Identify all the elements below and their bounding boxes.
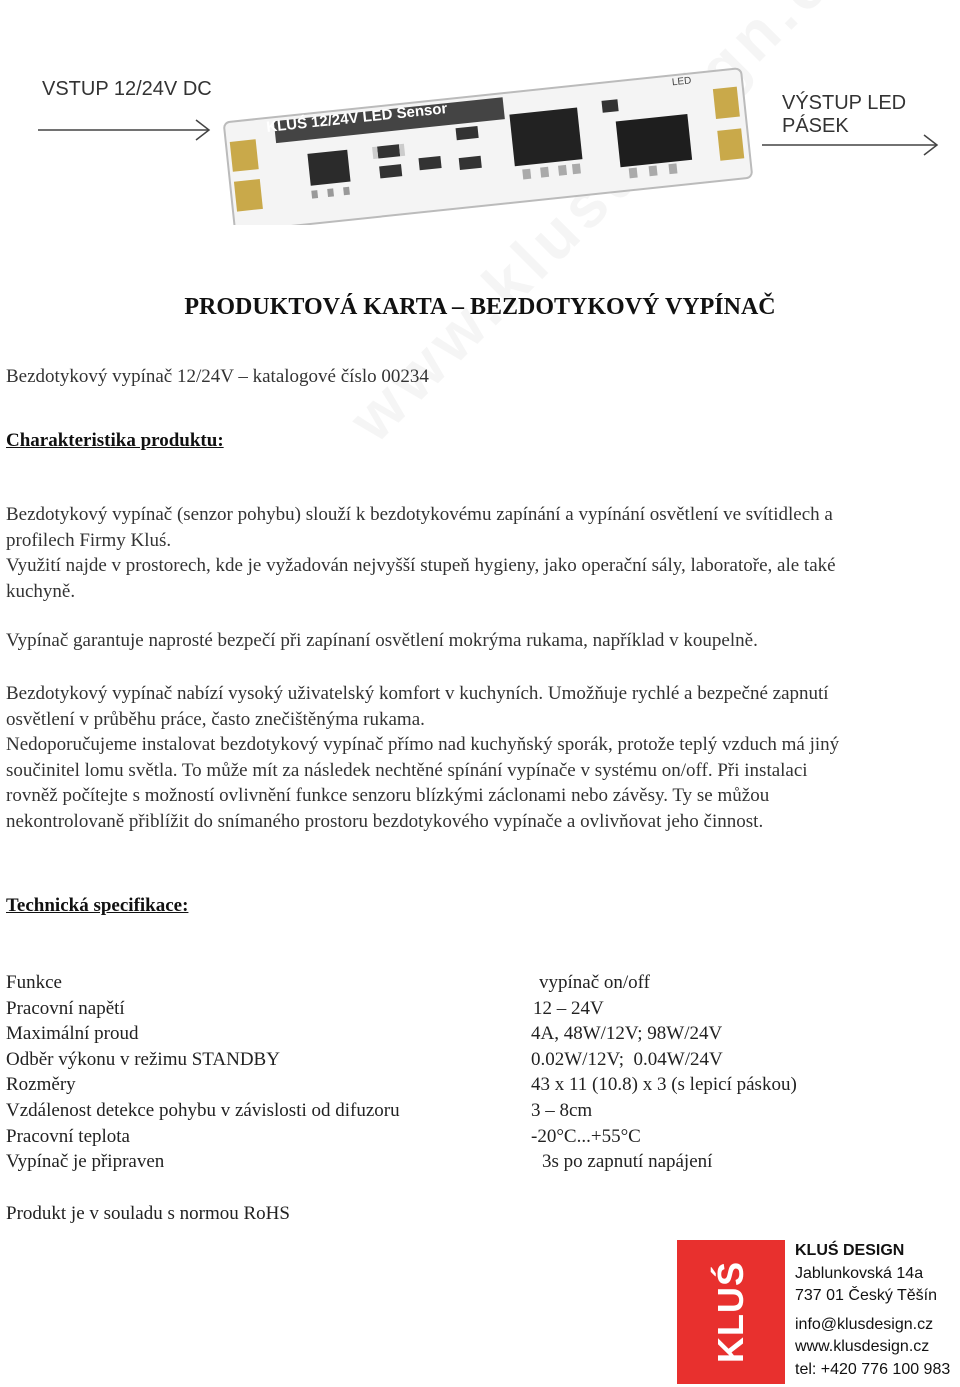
board-led-label: LED [671, 75, 692, 89]
input-arrow [38, 118, 214, 142]
company-web[interactable]: www.klusdesign.cz [795, 1338, 930, 1355]
company-contact [795, 1240, 950, 1381]
paragraph: Využití najde v prostorech, kde je vyžadován nejvyšší stupeň hygieny, jako operační sály, laboratoře, ale také kuchyně. [6, 555, 836, 602]
paragraph: Nedoporučujeme instalovat bezdotykový vypínač přímo nad kuchyňský sporák, protože teplý vzduch má jiný součinitel lomu světla. To může mít za následek nechtěné spínání vypínače v systému on/off. Při instalaci rovněž počítejte s možností ovlivnění funkce senzoru blízkými záclonami nebo závěsy. Ty se můžou nekontrolovaně přiblížit do snímaného prostoru bezdotykového vypínače a ovlivňovat jeho činnost. [6, 734, 840, 832]
page-title: PRODUKTOVÁ KARTA – BEZDOTYKOVÝ VYPÍNAČ [184, 294, 776, 320]
spec-label: Vzdálenost detekce pohybu v závislosti od difuzoru [6, 1100, 400, 1121]
spec-row [6, 1100, 946, 1126]
spec-row [6, 1049, 946, 1075]
rohs-note: Produkt je v souladu s normou RoHS [6, 1203, 290, 1224]
spec-row [6, 1074, 946, 1100]
input-label: VSTUP 12/24V DC [42, 78, 212, 100]
output-arrow [762, 133, 942, 157]
output-label: VÝSTUP LED PÁSEK [782, 92, 907, 137]
spec-value: 12 – 24V [533, 998, 604, 1019]
spec-row [6, 998, 946, 1024]
spec-value: 3s po zapnutí napájení [542, 1151, 713, 1172]
product-subtitle: Bezdotykový vypínač 12/24V – katalogové číslo 00234 [6, 366, 429, 387]
paragraph: Vypínač garantuje naprosté bezpečí při zapínaní osvětlení mokrýma rukama, například v koupelně. [6, 630, 758, 651]
company-street: Jablunkovská 14a [795, 1264, 924, 1282]
spec-value: -20°C...+55°C [531, 1126, 641, 1147]
spec-label: Rozměry [6, 1074, 76, 1095]
specs-heading: Technická specifikace: [6, 895, 189, 916]
paragraph: Bezdotykový vypínač nabízí vysoký uživatelský komfort v kuchyních. Umožňuje rychlé a bezpečné zapnutí osvětlení v průběhu práce, často znečištěnýma rukama. [6, 683, 829, 730]
characteristics-heading: Charakteristika produktu: [6, 430, 224, 451]
spec-label: Odběr výkonu v režimu STANDBY [6, 1049, 280, 1070]
spec-value: 0.02W/12V; 0.04W/24V [531, 1049, 723, 1070]
company-logo [677, 1240, 785, 1384]
paragraph: Bezdotykový vypínač (senzor pohybu) slouží k bezdotykovému zapínání a vypínání osvětlení ve svítidlech a profilech Firmy Kluś. [6, 504, 833, 551]
company-city: 737 01 Český Těšín [795, 1287, 938, 1304]
spec-label: Vypínač je připraven [6, 1151, 165, 1172]
spec-value: 3 – 8cm [531, 1100, 593, 1121]
spec-value: 43 x 11 (10.8) x 3 (s lepicí páskou) [531, 1074, 797, 1095]
company-phone: tel: +420 776 100 983 [795, 1360, 951, 1378]
spec-label: Maximální proud [6, 1023, 139, 1044]
company-email[interactable]: info@klusdesign.cz [795, 1315, 934, 1333]
sensor-board-image [208, 55, 768, 225]
spec-label: Pracovní teplota [6, 1126, 130, 1147]
logo-text: KLUŚ [710, 1261, 751, 1363]
spec-row [6, 972, 946, 998]
spec-row [6, 1023, 946, 1049]
spec-label: Funkce [6, 972, 62, 993]
board-print-text: KLUŚ 12/24V LED Sensor [265, 100, 449, 136]
spec-row [6, 1151, 946, 1177]
spec-value: vypínač on/off [539, 972, 650, 993]
spec-value: 4A, 48W/12V; 98W/24V [531, 1023, 723, 1044]
company-name: KLUŚ DESIGN [795, 1242, 905, 1259]
spec-label: Pracovní napětí [6, 998, 125, 1019]
spec-row [6, 1126, 946, 1152]
